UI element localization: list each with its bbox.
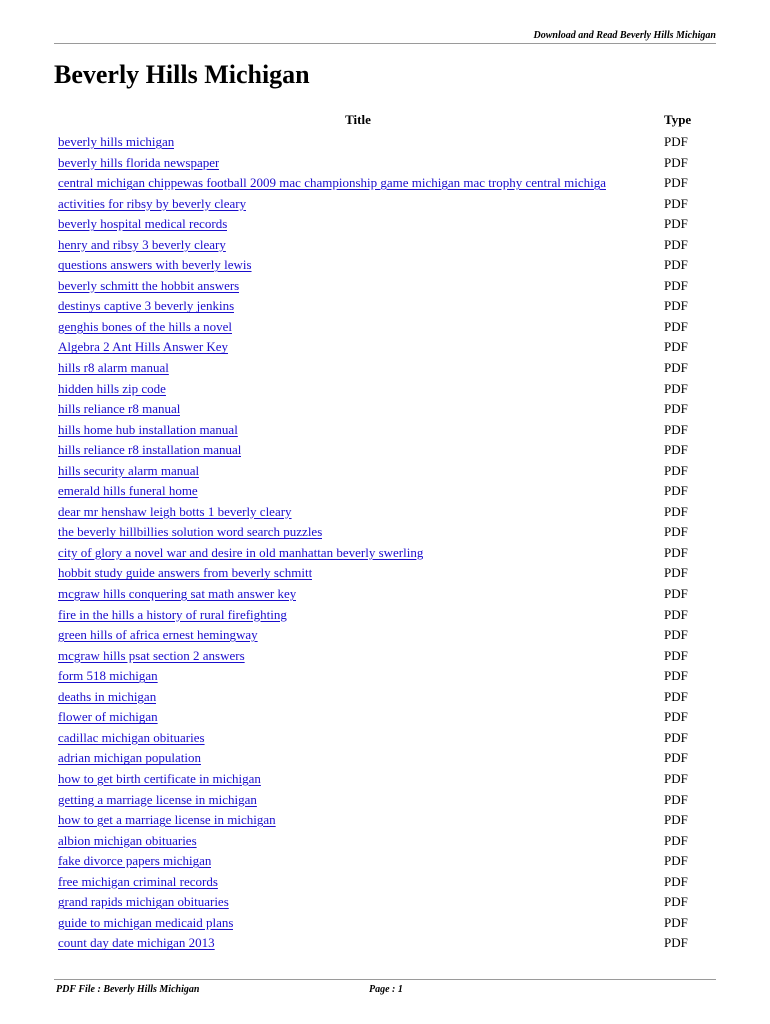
document-link[interactable]: beverly hospital medical records — [58, 216, 228, 232]
table-header-row — [54, 110, 716, 132]
document-link[interactable]: Algebra 2 Ant Hills Answer Key — [58, 339, 229, 355]
document-link[interactable]: hills reliance r8 manual — [58, 401, 181, 417]
document-listing-table — [54, 110, 716, 954]
table-row — [54, 296, 716, 317]
file-type-label: PDF — [664, 544, 688, 560]
document-link[interactable]: adrian michigan population — [58, 750, 201, 766]
table-row — [54, 317, 716, 338]
file-type-label: PDF — [664, 812, 688, 828]
file-type-label: PDF — [664, 606, 688, 622]
table-row — [54, 687, 716, 708]
table-row — [54, 440, 716, 461]
document-link[interactable]: mcgraw hills psat section 2 answers — [58, 647, 245, 663]
file-type-label: PDF — [664, 401, 688, 417]
document-link[interactable]: guide to michigan medicaid plans — [58, 914, 234, 930]
file-type-label: PDF — [664, 668, 688, 684]
table-row — [54, 563, 716, 584]
document-link[interactable]: emerald hills funeral home — [58, 483, 198, 499]
table-row — [54, 214, 716, 235]
table-row — [54, 892, 716, 913]
document-link[interactable]: henry and ribsy 3 beverly cleary — [58, 236, 226, 252]
table-row — [54, 399, 716, 420]
file-type-label: PDF — [664, 935, 688, 951]
document-link[interactable]: hidden hills zip code — [58, 380, 166, 396]
file-type-label: PDF — [664, 729, 688, 745]
document-link[interactable]: hills reliance r8 installation manual — [58, 442, 242, 458]
table-row — [54, 173, 716, 194]
document-link[interactable]: getting a marriage license in michigan — [58, 791, 257, 807]
file-type-label: PDF — [664, 154, 688, 170]
file-type-label: PDF — [664, 195, 688, 211]
file-type-label: PDF — [664, 442, 688, 458]
file-type-label: PDF — [664, 134, 688, 149]
file-type-label: PDF — [664, 832, 688, 848]
table-row — [54, 461, 716, 482]
footer-file-label: PDF File : Beverly Hills Michigan — [56, 984, 200, 995]
table-row — [54, 810, 716, 831]
file-type-label: PDF — [664, 421, 688, 437]
footer-divider — [54, 979, 716, 980]
file-type-label: PDF — [664, 791, 688, 807]
document-link[interactable]: mcgraw hills conquering sat math answer key — [58, 586, 297, 602]
file-type-label: PDF — [664, 770, 688, 786]
table-row — [54, 522, 716, 543]
document-link[interactable]: city of glory a novel war and desire in old manhattan beverly swerling — [58, 544, 424, 560]
table-row — [54, 358, 716, 379]
table-row — [54, 769, 716, 790]
table-row — [54, 790, 716, 811]
document-link[interactable]: hills security alarm manual — [58, 462, 200, 478]
file-type-label: PDF — [664, 462, 688, 478]
document-link[interactable]: dear mr henshaw leigh botts 1 beverly cleary — [58, 503, 292, 519]
table-row — [54, 255, 716, 276]
file-type-label: PDF — [664, 627, 688, 643]
file-type-label: PDF — [664, 277, 688, 293]
file-type-label: PDF — [664, 175, 688, 191]
file-type-label: PDF — [664, 586, 688, 602]
document-link[interactable]: activities for ribsy by beverly cleary — [58, 195, 247, 211]
document-link[interactable]: the beverly hillbillies solution word search puzzles — [58, 524, 323, 540]
column-header-title: Title — [345, 112, 371, 127]
table-row — [54, 502, 716, 523]
document-link[interactable]: fake divorce papers michigan — [58, 853, 212, 869]
document-link[interactable]: free michigan criminal records — [58, 873, 218, 889]
document-link[interactable]: how to get birth certificate in michigan — [58, 770, 261, 786]
document-link[interactable]: beverly hills michigan — [58, 134, 175, 149]
document-link[interactable]: beverly hills florida newspaper — [58, 154, 220, 170]
table-row — [54, 707, 716, 728]
table-row — [54, 646, 716, 667]
file-type-label: PDF — [664, 894, 688, 910]
table-body — [54, 132, 716, 954]
table-row — [54, 625, 716, 646]
file-type-label: PDF — [664, 873, 688, 889]
document-link[interactable]: hobbit study guide answers from beverly schmitt — [58, 565, 313, 581]
document-link[interactable]: central michigan chippewas football 2009 mac championship game michigan mac trophy central michiga — [58, 175, 606, 191]
file-type-label: PDF — [664, 750, 688, 766]
file-type-label: PDF — [664, 318, 688, 334]
document-link[interactable]: destinys captive 3 beverly jenkins — [58, 298, 235, 314]
running-header: Download and Read Beverly Hills Michigan — [533, 30, 716, 41]
table-row — [54, 748, 716, 769]
document-link[interactable]: green hills of africa ernest hemingway — [58, 627, 258, 643]
table-row — [54, 543, 716, 564]
table-row — [54, 276, 716, 297]
table-row — [54, 337, 716, 358]
file-type-label: PDF — [664, 339, 688, 355]
table-row — [54, 481, 716, 502]
file-type-label: PDF — [664, 524, 688, 540]
document-link[interactable]: genghis bones of the hills a novel — [58, 318, 233, 334]
footer-page-number: Page : 1 — [369, 984, 403, 995]
file-type-label: PDF — [664, 216, 688, 232]
table-row — [54, 153, 716, 174]
document-link[interactable]: questions answers with beverly lewis — [58, 257, 252, 273]
header-divider — [54, 43, 716, 44]
document-link[interactable]: beverly schmitt the hobbit answers — [58, 277, 240, 293]
document-link[interactable]: hills r8 alarm manual — [58, 360, 169, 376]
document-link[interactable]: hills home hub installation manual — [58, 421, 238, 437]
file-type-label: PDF — [664, 688, 688, 704]
file-type-label: PDF — [664, 503, 688, 519]
file-type-label: PDF — [664, 565, 688, 581]
document-link[interactable]: deaths in michigan — [58, 688, 157, 704]
table-row — [54, 933, 716, 954]
document-link[interactable]: count day date michigan 2013 — [58, 935, 215, 951]
table-row — [54, 666, 716, 687]
file-type-label: PDF — [664, 647, 688, 663]
table-row — [54, 379, 716, 400]
document-title: Beverly Hills Michigan — [54, 60, 310, 89]
document-link[interactable]: form 518 michigan — [58, 668, 158, 684]
table-row — [54, 851, 716, 872]
column-header-type: Type — [664, 112, 692, 127]
table-row — [54, 913, 716, 934]
file-type-label: PDF — [664, 298, 688, 314]
file-type-label: PDF — [664, 709, 688, 725]
document-link[interactable]: grand rapids michigan obituaries — [58, 894, 229, 910]
file-type-label: PDF — [664, 360, 688, 376]
document-link[interactable]: albion michigan obituaries — [58, 832, 197, 848]
table-row — [54, 831, 716, 852]
table-row — [54, 132, 716, 153]
file-type-label: PDF — [664, 257, 688, 273]
table-row — [54, 235, 716, 256]
document-link[interactable]: fire in the hills a history of rural firefighting — [58, 606, 287, 622]
document-link[interactable]: cadillac michigan obituaries — [58, 729, 205, 745]
table-row — [54, 420, 716, 441]
file-type-label: PDF — [664, 853, 688, 869]
table-row — [54, 728, 716, 749]
table-row — [54, 194, 716, 215]
table-row — [54, 872, 716, 893]
document-link[interactable]: how to get a marriage license in michigan — [58, 812, 276, 828]
file-type-label: PDF — [664, 483, 688, 499]
document-link[interactable]: flower of michigan — [58, 709, 158, 725]
table-row — [54, 605, 716, 626]
table-row — [54, 584, 716, 605]
file-type-label: PDF — [664, 236, 688, 252]
file-type-label: PDF — [664, 380, 688, 396]
file-type-label: PDF — [664, 914, 688, 930]
